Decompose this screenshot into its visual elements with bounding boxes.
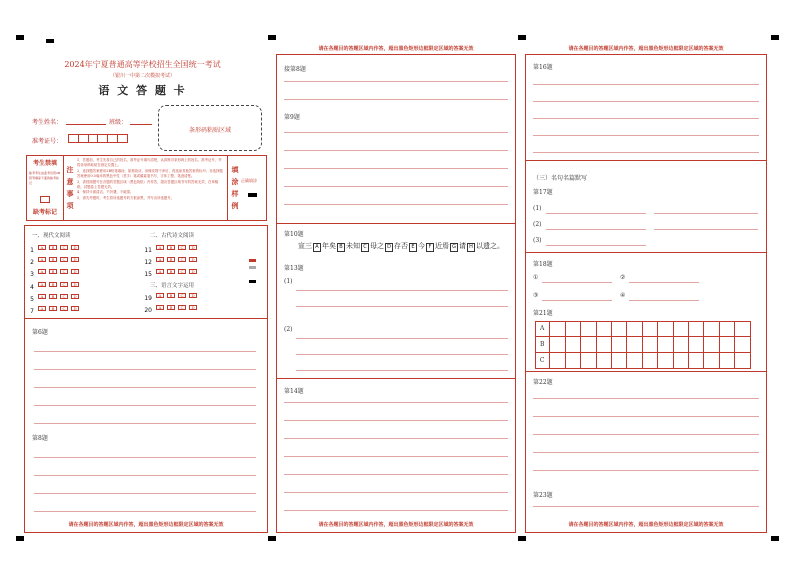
name-field[interactable] [66,124,106,125]
q17-item-label: (1) [533,205,542,212]
q17-item-label: (3) [533,237,542,244]
answer-line[interactable] [34,351,256,352]
answer-line[interactable] [296,370,508,371]
class-field[interactable] [130,124,152,125]
q8-continue-label: 接第8题 [284,66,306,73]
q21-grid-cell[interactable] [612,353,627,369]
barcode-label: 条形码粘贴区域 [188,127,231,134]
section-poetry-label: （三）名句名篇默写 [533,175,588,182]
answer-line[interactable] [654,229,758,230]
card-title: 语 文 答 题 卡 [98,84,187,97]
q21-grid-cell[interactable] [674,337,689,353]
q21-grid-cell[interactable] [658,321,673,337]
registration-mark [16,536,24,541]
registration-mark [268,536,276,541]
q10-text-segment: 请 [459,242,466,250]
answer-line[interactable] [34,423,256,424]
q21-grid-cell[interactable] [720,321,735,337]
choice-row-q15 [138,267,200,279]
id-boxes[interactable] [68,134,128,143]
q10-option-f[interactable]: F [426,243,434,252]
option-bubble-c[interactable]: C [60,245,68,250]
option-bubble-b[interactable]: B [167,269,175,274]
q13-part-1: (1) [284,278,293,285]
bottom-warning-2: 请在各题目的答题区域内作答，超出黑色矩形边框限定区域的答案无效 [318,522,474,528]
question-number: 1 [30,247,34,254]
section-2-label: 二、古代诗文阅读 [150,233,195,239]
choice-row-q7 [20,304,82,315]
q21-grid-cell[interactable] [643,337,658,353]
registration-mark [16,35,24,40]
q21-grid-cell[interactable] [597,337,612,353]
answer-line[interactable] [629,300,699,301]
q10-text-segment: 年矣 [322,242,336,250]
q21-row-label: C [535,353,550,369]
q21-grid-cell[interactable] [566,353,581,369]
option-bubble-d[interactable]: D [71,257,79,262]
option-bubble-b[interactable]: B [49,294,57,299]
top-warning-3: 请在各题目的答题区域内作答，超出黑色矩形边框限定区域的答案无效 [568,46,724,52]
q21-grid-cell[interactable] [689,337,704,353]
question-number: 3 [30,271,34,279]
option-bubble-a[interactable]: A [156,305,164,310]
barcode-area [158,105,262,151]
option-bubble-a[interactable]: A [38,294,46,299]
top-warning-2: 请在各题目的答题区域内作答，超出黑色矩形边框限定区域的答案无效 [318,46,474,52]
choice-row-q2 [20,255,82,267]
registration-mark [771,35,779,40]
answer-line[interactable] [284,420,508,421]
answer-line[interactable] [533,398,759,399]
q18-item-label: ② [620,274,626,281]
q18-item-label: ③ [533,292,539,299]
option-bubble-c[interactable]: C [178,269,186,274]
q21-grid-cell[interactable] [627,337,642,353]
option-bubble-a[interactable]: A [156,245,164,250]
option-bubble-c[interactable]: C [178,257,186,262]
class-label: 班级： [109,119,128,126]
q10-text-segment: 今 [418,242,425,250]
option-bubble-c[interactable]: C [60,294,68,299]
registration-mark [518,536,526,541]
answer-line[interactable] [34,457,256,458]
question-number: 20 [144,307,152,315]
answer-line[interactable] [542,282,612,283]
exam-title: 2024年宁夏普通高等学校招生全国统一考试 [64,60,221,69]
registration-mark [46,39,54,43]
name-label: 考生姓名： [32,119,63,126]
option-bubble-d[interactable]: D [71,306,79,311]
column-3-box [525,54,767,533]
option-bubble-b[interactable]: B [167,305,175,310]
q21-grid-cell[interactable] [704,321,719,337]
answer-line[interactable] [284,186,508,187]
bottom-warning-1: 请在各题目的答题区域内作答，超出黑色矩形边框限定区域的答案无效 [68,522,224,528]
choice-row-q19 [138,291,200,302]
q21-grid-cell[interactable] [674,321,689,337]
answer-line[interactable] [533,118,759,119]
q10-text-segment: 母之 [370,242,384,250]
choice-row-q3 [20,267,82,279]
section-3-label: 三、语言文字运用 [150,283,195,289]
q22-label: 第22题 [533,379,553,386]
choice-row-q11 [138,243,200,254]
q10-text-segment: 以遗之。 [476,242,504,250]
notes-item: 4．保持卡面清洁，不折叠，不破损。 [77,190,134,195]
notes-box [26,155,267,221]
option-bubble-b[interactable]: B [49,269,57,274]
q10-option-g[interactable]: G [450,243,458,252]
color-mark [249,259,256,262]
option-bubble-a[interactable]: A [38,257,46,262]
question-number: 19 [144,295,152,302]
option-bubble-c[interactable]: C [60,282,68,287]
sample-label-char: 涂 [231,177,239,186]
answer-line[interactable] [296,338,508,339]
q21-grid-cell[interactable] [658,337,673,353]
question-number: 15 [144,271,152,279]
answer-line[interactable] [546,213,646,214]
option-bubble-d[interactable]: D [189,257,197,262]
q21-grid-cell[interactable] [720,337,735,353]
q21-grid-cell[interactable] [566,321,581,337]
option-bubble-b[interactable]: B [49,257,57,262]
q21-grid-cell[interactable] [735,353,750,369]
q9-label: 第9题 [284,114,300,121]
option-bubble-c[interactable]: C [178,245,186,250]
q10-option-h[interactable]: H [467,243,475,252]
answer-line[interactable] [34,405,256,406]
color-mark [249,280,256,283]
section-1-label: 一、现代文阅读 [32,233,71,239]
q10-text-segment: 存否 [394,242,408,250]
answer-line[interactable] [284,81,508,82]
option-bubble-c[interactable]: C [178,305,186,310]
question-number: 11 [144,247,152,254]
q21-grid-cell[interactable] [612,321,627,337]
q10-sentence [298,241,504,252]
q8-label: 第8题 [32,435,48,442]
answer-line[interactable] [542,300,612,301]
option-bubble-d[interactable]: D [71,294,79,299]
q18-item-label: ④ [620,292,626,299]
answer-line[interactable] [629,282,699,283]
answer-line[interactable] [34,511,256,512]
option-bubble-d[interactable]: D [71,282,79,287]
q21-grid-cell[interactable] [597,353,612,369]
option-bubble-a[interactable]: A [38,269,46,274]
fill-text: 缺考考生由监考员用2B铅笔填涂下面的缺考标记 [29,171,61,185]
q10-text-segment: 宣三 [298,242,312,250]
q17-label: 第17题 [533,189,553,196]
answer-line[interactable] [284,150,508,151]
q21-label: 第21题 [533,310,553,317]
option-bubble-c[interactable]: C [60,269,68,274]
id-label: 准考证号： [32,138,63,145]
absent-checkbox[interactable] [40,196,50,203]
option-bubble-a[interactable]: A [38,245,46,250]
answer-line[interactable] [284,402,508,403]
q18-label: 第18题 [533,261,553,268]
exam-subtitle: （银川一中第二次模拟考试） [109,73,175,79]
notes-item: 5．请先考题时，考生将所选题号的方框涂黑，并写出所选题号。 [77,195,175,200]
notes-item: 3．请按照题号在各题的答题区域（黑色线框）内作答，超出答题区域书写的答案无效，在草稿纸、试题卷上答题无效。 [77,179,219,190]
answer-line[interactable] [284,510,508,511]
bottom-warning-3: 请在各题目的答题区域内作答，超出黑色矩形边框限定区域的答案无效 [568,522,724,528]
answer-line[interactable] [654,213,758,214]
q10-option-c[interactable]: C [361,243,369,252]
q10-label: 第10题 [284,231,304,238]
q21-grid-cell[interactable] [704,337,719,353]
q21-grid-cell[interactable] [627,353,642,369]
option-bubble-a[interactable]: A [38,306,46,311]
q13-part-2: (2) [284,326,293,333]
option-bubble-a[interactable]: A [156,257,164,262]
q10-text-segment: 未知 [346,242,360,250]
q21-grid-cell[interactable] [643,353,658,369]
q21-grid-cell[interactable] [581,353,596,369]
q21-grid-cell[interactable] [612,337,627,353]
answer-line[interactable] [284,132,508,133]
color-mark [249,266,256,269]
sample-label-char: 样 [231,189,239,198]
sample-label-char: 例 [231,201,239,210]
option-bubble-c[interactable]: C [60,306,68,311]
sample-filled-mark [248,193,257,197]
choice-row-q12 [138,255,200,267]
option-bubble-b[interactable]: B [167,245,175,250]
q21-grid-cell[interactable] [720,353,735,369]
option-bubble-a[interactable]: A [38,282,46,287]
q21-grid-cell[interactable] [689,353,704,369]
answer-line[interactable] [34,475,256,476]
answer-line[interactable] [34,369,256,370]
option-bubble-d[interactable]: D [189,305,197,310]
q21-grid-cell[interactable] [566,337,581,353]
q6-label: 第6题 [32,329,48,336]
question-number: 2 [30,259,34,267]
q21-grid-cell[interactable] [550,353,565,369]
column-2-box [276,54,516,533]
option-bubble-c[interactable]: C [178,293,186,298]
notes-title-char: 注 [66,165,74,174]
option-bubble-a[interactable]: A [156,293,164,298]
q13-label: 第13题 [284,265,304,272]
option-bubble-a[interactable]: A [156,269,164,274]
question-number: 5 [30,295,34,303]
answer-line[interactable] [533,101,759,102]
q10-option-a[interactable]: A [313,243,321,252]
registration-mark [518,35,526,40]
answer-line[interactable] [533,84,759,85]
q21-grid-cell[interactable] [643,321,658,337]
answer-line[interactable] [533,452,759,453]
fill-label: 考生禁填 [32,160,57,167]
q21-grid-cell[interactable] [674,353,689,369]
q21-grid-cell[interactable] [735,321,750,337]
q10-option-b[interactable]: B [337,243,345,252]
answer-line[interactable] [533,470,759,471]
notes-title-char: 意 [66,177,74,186]
answer-line[interactable] [533,506,759,507]
answer-line[interactable] [533,434,759,435]
answer-line[interactable] [296,290,508,291]
q21-grid-cell[interactable] [658,353,673,369]
registration-mark [268,35,276,40]
option-bubble-b[interactable]: B [49,306,57,311]
q21-grid-cell[interactable] [704,353,719,369]
q21-grid-cell[interactable] [550,321,565,337]
q21-grid-cell[interactable] [627,321,642,337]
q16-label: 第16题 [533,64,553,71]
sample-label-char: 填 [231,165,239,174]
q10-option-d[interactable]: D [385,243,393,252]
q21-grid-cell[interactable] [689,321,704,337]
option-bubble-d[interactable]: D [189,245,197,250]
option-bubble-d[interactable]: D [189,269,197,274]
q21-row-label: A [535,321,550,337]
answer-line[interactable] [34,493,256,494]
option-bubble-c[interactable]: C [60,257,68,262]
q10-option-e[interactable]: E [409,243,417,252]
q21-grid-cell[interactable] [735,337,750,353]
notes-title-char: 项 [66,201,74,210]
option-bubble-d[interactable]: D [189,293,197,298]
answer-line[interactable] [296,354,508,355]
answer-line[interactable] [546,229,646,230]
notes-title-char: 事 [66,189,74,198]
answer-line[interactable] [284,168,508,169]
q21-grid-cell[interactable] [550,337,565,353]
option-bubble-b[interactable]: B [167,257,175,262]
q23-label: 第23题 [533,492,553,499]
q21-row-label: B [535,337,550,353]
answer-line[interactable] [284,474,508,475]
question-number: 4 [30,283,34,291]
answer-line[interactable] [284,492,508,493]
q21-grid-cell[interactable] [581,321,596,337]
answer-line[interactable] [284,438,508,439]
q14-label: 第14题 [284,388,304,395]
choice-row-q5 [20,292,82,303]
choice-row-q1 [20,243,82,254]
absent-label: 缺考标记 [32,209,57,216]
answer-line[interactable] [546,245,646,246]
answer-line[interactable] [284,456,508,457]
notes-item: 1．答题前，考生先将自己的姓名、准考证号填写清楚，认真核对条形码上的姓名、准考证号，并将条形码粘贴在指定位置上。 [77,158,222,168]
option-bubble-d[interactable]: D [71,245,79,250]
answer-line[interactable] [284,99,508,100]
q10-text-segment: 近焉 [435,242,449,250]
answer-line[interactable] [533,416,759,417]
sample-text: 正确填涂 [241,178,257,183]
q17-item-label: (2) [533,221,542,228]
option-bubble-b[interactable]: B [49,282,57,287]
answer-line[interactable] [284,204,508,205]
question-number: 7 [30,308,34,315]
option-bubble-b[interactable]: B [49,245,57,250]
choice-row-q4 [20,280,82,291]
answer-line[interactable] [533,135,759,136]
registration-mark [771,536,779,541]
question-number: 12 [144,259,152,267]
answer-line[interactable] [34,387,256,388]
q21-grid-cell[interactable] [597,321,612,337]
option-bubble-b[interactable]: B [167,293,175,298]
q18-item-label: ① [533,274,539,281]
choice-row-q20 [138,303,200,315]
q21-grid-cell[interactable] [581,337,596,353]
answer-line[interactable] [533,152,759,153]
answer-line[interactable] [296,306,508,307]
option-bubble-d[interactable]: D [71,269,79,274]
notes-item: 2．选择题答案使用2B铅笔填涂，如需改动，用橡皮擦干净后，再选涂其他答案的标号；非选择题答案使用0.5毫米的黑色中性（签字）笔或碳素笔书写，字体工整、笔迹清楚。 [77,168,223,179]
